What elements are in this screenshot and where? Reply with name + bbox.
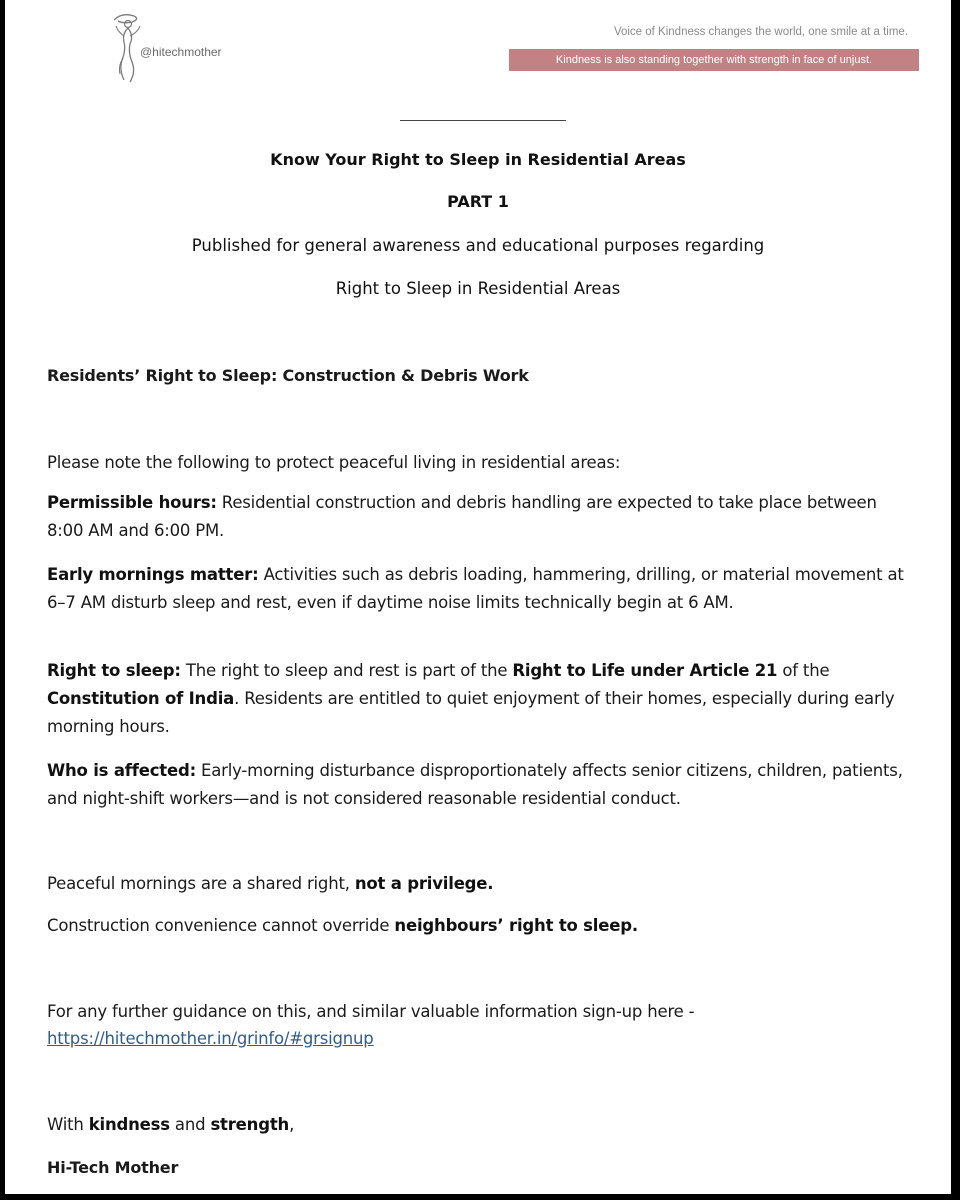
point-label: Right to sleep: xyxy=(47,661,181,680)
section-heading: Residents’ Right to Sleep: Construction & Debris Work xyxy=(47,366,529,385)
header-tagline: Voice of Kindness changes the world, one smile at a time. xyxy=(613,26,908,38)
point-text: The right to sleep and rest is part of the xyxy=(180,661,513,680)
intro-paragraph: Please note the following to protect peaceful living in residential areas: xyxy=(47,453,621,472)
document-title: Know Your Right to Sleep in Residential Areas xyxy=(270,150,686,169)
title-divider xyxy=(400,120,566,121)
point-early-mornings xyxy=(47,561,917,617)
signup-text: For any further guidance on this, and similar valuable information sign-up here - xyxy=(47,1002,695,1021)
closing-text: Construction convenience cannot override xyxy=(47,916,395,935)
closing-text: Peaceful mornings are a shared right, xyxy=(47,874,355,893)
point-text: . Residents are entitled to quiet enjoyment of their homes, especially during early morning hours. xyxy=(47,689,895,736)
point-text: of the xyxy=(777,661,830,680)
closing-line-2 xyxy=(47,912,917,940)
point-label: Early mornings matter: xyxy=(47,565,259,584)
signoff-text: With xyxy=(47,1115,89,1134)
signoff-bold: kindness xyxy=(88,1115,170,1134)
hitechmother-logo xyxy=(108,10,258,86)
point-right-to-sleep xyxy=(47,657,917,741)
header-banner: Kindness is also standing together with strength in face of unjust. xyxy=(509,49,919,71)
signoff-text: , xyxy=(289,1115,295,1134)
subtitle-line-1: Published for general awareness and educational purposes regarding xyxy=(191,236,765,255)
document-page xyxy=(5,0,951,1194)
point-label: Permissible hours: xyxy=(47,493,217,512)
signoff-text: and xyxy=(169,1115,211,1134)
point-text: Early-morning disturbance disproportionately affects senior citizens, children, patients, and night-shift workers—and is not considered reasonable residential conduct. xyxy=(47,761,903,808)
point-label: Who is affected: xyxy=(47,761,196,780)
signoff-bold: strength xyxy=(210,1115,290,1134)
subtitle-line-2: Right to Sleep in Residential Areas xyxy=(335,279,621,298)
part-label: PART 1 xyxy=(447,192,509,211)
point-text: Activities such as debris loading, hammering, drilling, or material movement at 6–7 AM disturb sleep and rest, even if daytime noise limits technically begin at 6 AM. xyxy=(47,565,904,612)
closing-bold: neighbours’ right to sleep. xyxy=(394,916,638,935)
constitution-text: Constitution of India xyxy=(47,689,235,708)
article-21-text: Right to Life under Article 21 xyxy=(512,661,778,680)
point-text: Residential construction and debris handling are expected to take place between 8:00 AM and 6:00 PM. xyxy=(47,493,877,540)
closing-line-1 xyxy=(47,870,917,898)
point-who-is-affected xyxy=(47,757,917,813)
signup-link-row xyxy=(47,1025,917,1053)
signoff-name: Hi-Tech Mother xyxy=(47,1158,179,1177)
logo-handle: @hitechmother xyxy=(140,45,222,59)
closing-bold: not a privilege. xyxy=(354,874,494,893)
signup-link[interactable]: https://hitechmother.in/grinfo/#grsignup xyxy=(47,1029,374,1048)
signoff-line xyxy=(47,1111,917,1139)
point-permissible-hours xyxy=(47,489,917,545)
